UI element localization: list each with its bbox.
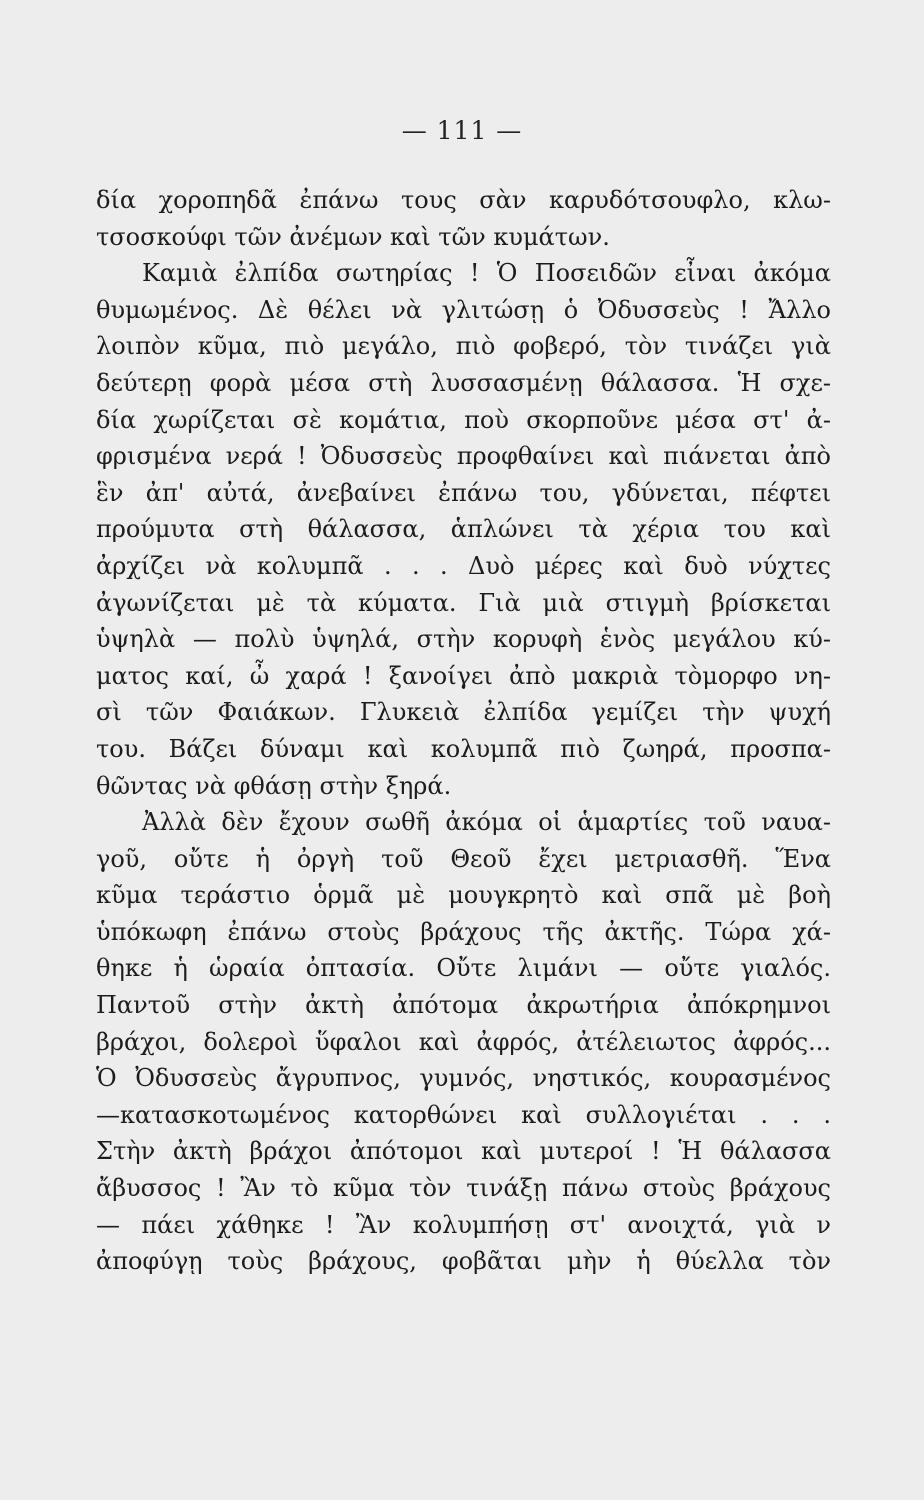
text-line: Καμιὰ ἐλπίδα σωτηρίας ! Ὁ Ποσειδῶν εἶναι ἀκόμα [142,259,831,288]
text-line: —κατασκοτωμένος κατορθώνει καὶ συλλογιέται . . . [96,1100,831,1129]
text-line: θυμωμένος. Δὲ θέλει νὰ γλιτώσῃ ὁ Ὀδυσσεὺς ! Ἄλλο [96,295,831,324]
text-line: ἄβυσσος ! Ἂν τὸ κῦμα τὸν τινάξῃ πάνω στοὺς βράχους [96,1174,831,1203]
text-line: ἀποφύγῃ τοὺς βράχους, φοβᾶται μὴν ἡ θύελλα τὸν [96,1247,831,1276]
text-line: — πάει χάθηκε ! Ἂν κολυμπήσῃ στ' ανοιχτά, γιὰ ν [96,1210,831,1239]
text-line: ὑπόκωφη ἐπάνω στοὺς βράχους τῆς ἀκτῆς. Τώρα χά- [96,917,831,946]
text-line: γοῦ, οὔτε ἡ ὀργὴ τοῦ Θεοῦ ἔχει μετριασθῆ. Ἕνα [96,844,831,873]
text-line: Παντοῦ στὴν ἀκτὴ ἀπότομα ἀκρωτήρια ἀπόκρημνοι [96,991,831,1020]
text-line: θῶντας νὰ φθάσῃ στὴν ξηρά. [96,771,452,800]
text-line: του. Βάζει δύναμι καὶ κολυμπᾶ πιὸ ζωηρά, προσπα- [96,734,831,763]
text-line: δεύτερῃ φορὰ μέσα στὴ λυσσασμένῃ θάλασσα. Ἡ σχε- [96,368,831,397]
text-line: φρισμένα νερά ! Ὀδυσσεὺς προφθαίνει καὶ πιάνεται ἀπὸ [96,442,831,471]
text-line: Ὁ Ὀδυσσεὺς ἄγρυπνος, γυμνός, νηστικός, κουρασμένος [96,1064,831,1093]
text-line: κῦμα τεράστιο ὁρμᾶ μὲ μουγκρητὸ καὶ σπᾶ μὲ βοὴ [96,881,831,910]
text-line: Στὴν ἀκτὴ βράχοι ἀπότομοι καὶ μυτεροί ! Ἡ θάλασσα [96,1137,831,1166]
text-line: δία χωρίζεται σὲ κομάτια, ποὺ σκορποῦνε μέσα στ' ἀ- [96,405,831,434]
text-line: ἓν ἀπ' αὐτά, ἀνεβαίνει ἐπάνω του, γδύνεται, πέφτει [96,478,831,507]
text-line: ἀγωνίζεται μὲ τὰ κύματα. Γιὰ μιὰ στιγμὴ βρίσκεται [96,588,831,617]
text-line: λοιπὸν κῦμα, πιὸ μεγάλο, πιὸ φοβερό, τὸν τινάζει γιὰ [96,332,831,361]
text-line: Ἀλλὰ δὲν ἔχουν σωθῆ ἀκόμα οἱ ἁμαρτίες τοῦ ναυα- [142,808,831,837]
text-line: προύμυτα στὴ θάλασσα, ἁπλώνει τὰ χέρια του καὶ [96,515,831,544]
text-line: ἀρχίζει νὰ κολυμπᾶ . . . Δυὸ μέρες καὶ δυὸ νύχτες [96,551,831,580]
text-line: ματος καί, ὦ χαρά ! ξανοίγει ἀπὸ μακριὰ τὸμορφο νη- [96,661,831,690]
text-line: θηκε ἡ ὡραία ὀπτασία. Οὔτε λιμάνι — οὔτε γιαλός. [96,954,831,983]
text-line: βράχοι, δολεροὶ ὕφαλοι καὶ ἀφρός, ἀτέλειωτος ἀφρός... [96,1027,831,1056]
text-line: σὶ τῶν Φαιάκων. Γλυκειὰ ἐλπίδα γεμίζει τὴν ψυχή [96,698,831,727]
text-line: δία χοροπηδᾶ ἐπάνω τους σὰν καρυδότσουφλο, κλω- [96,186,831,214]
body-text [96,182,831,1280]
text-line: τσοσκούφι τῶν ἀνέμων καὶ τῶν κυμάτων. [96,222,610,251]
page-number: — 111 — [401,116,523,145]
text-line: ὑψηλὰ — πολὺ ὑψηλά, στὴν κορυφὴ ἑνὸς μεγάλου κύ- [96,625,831,654]
